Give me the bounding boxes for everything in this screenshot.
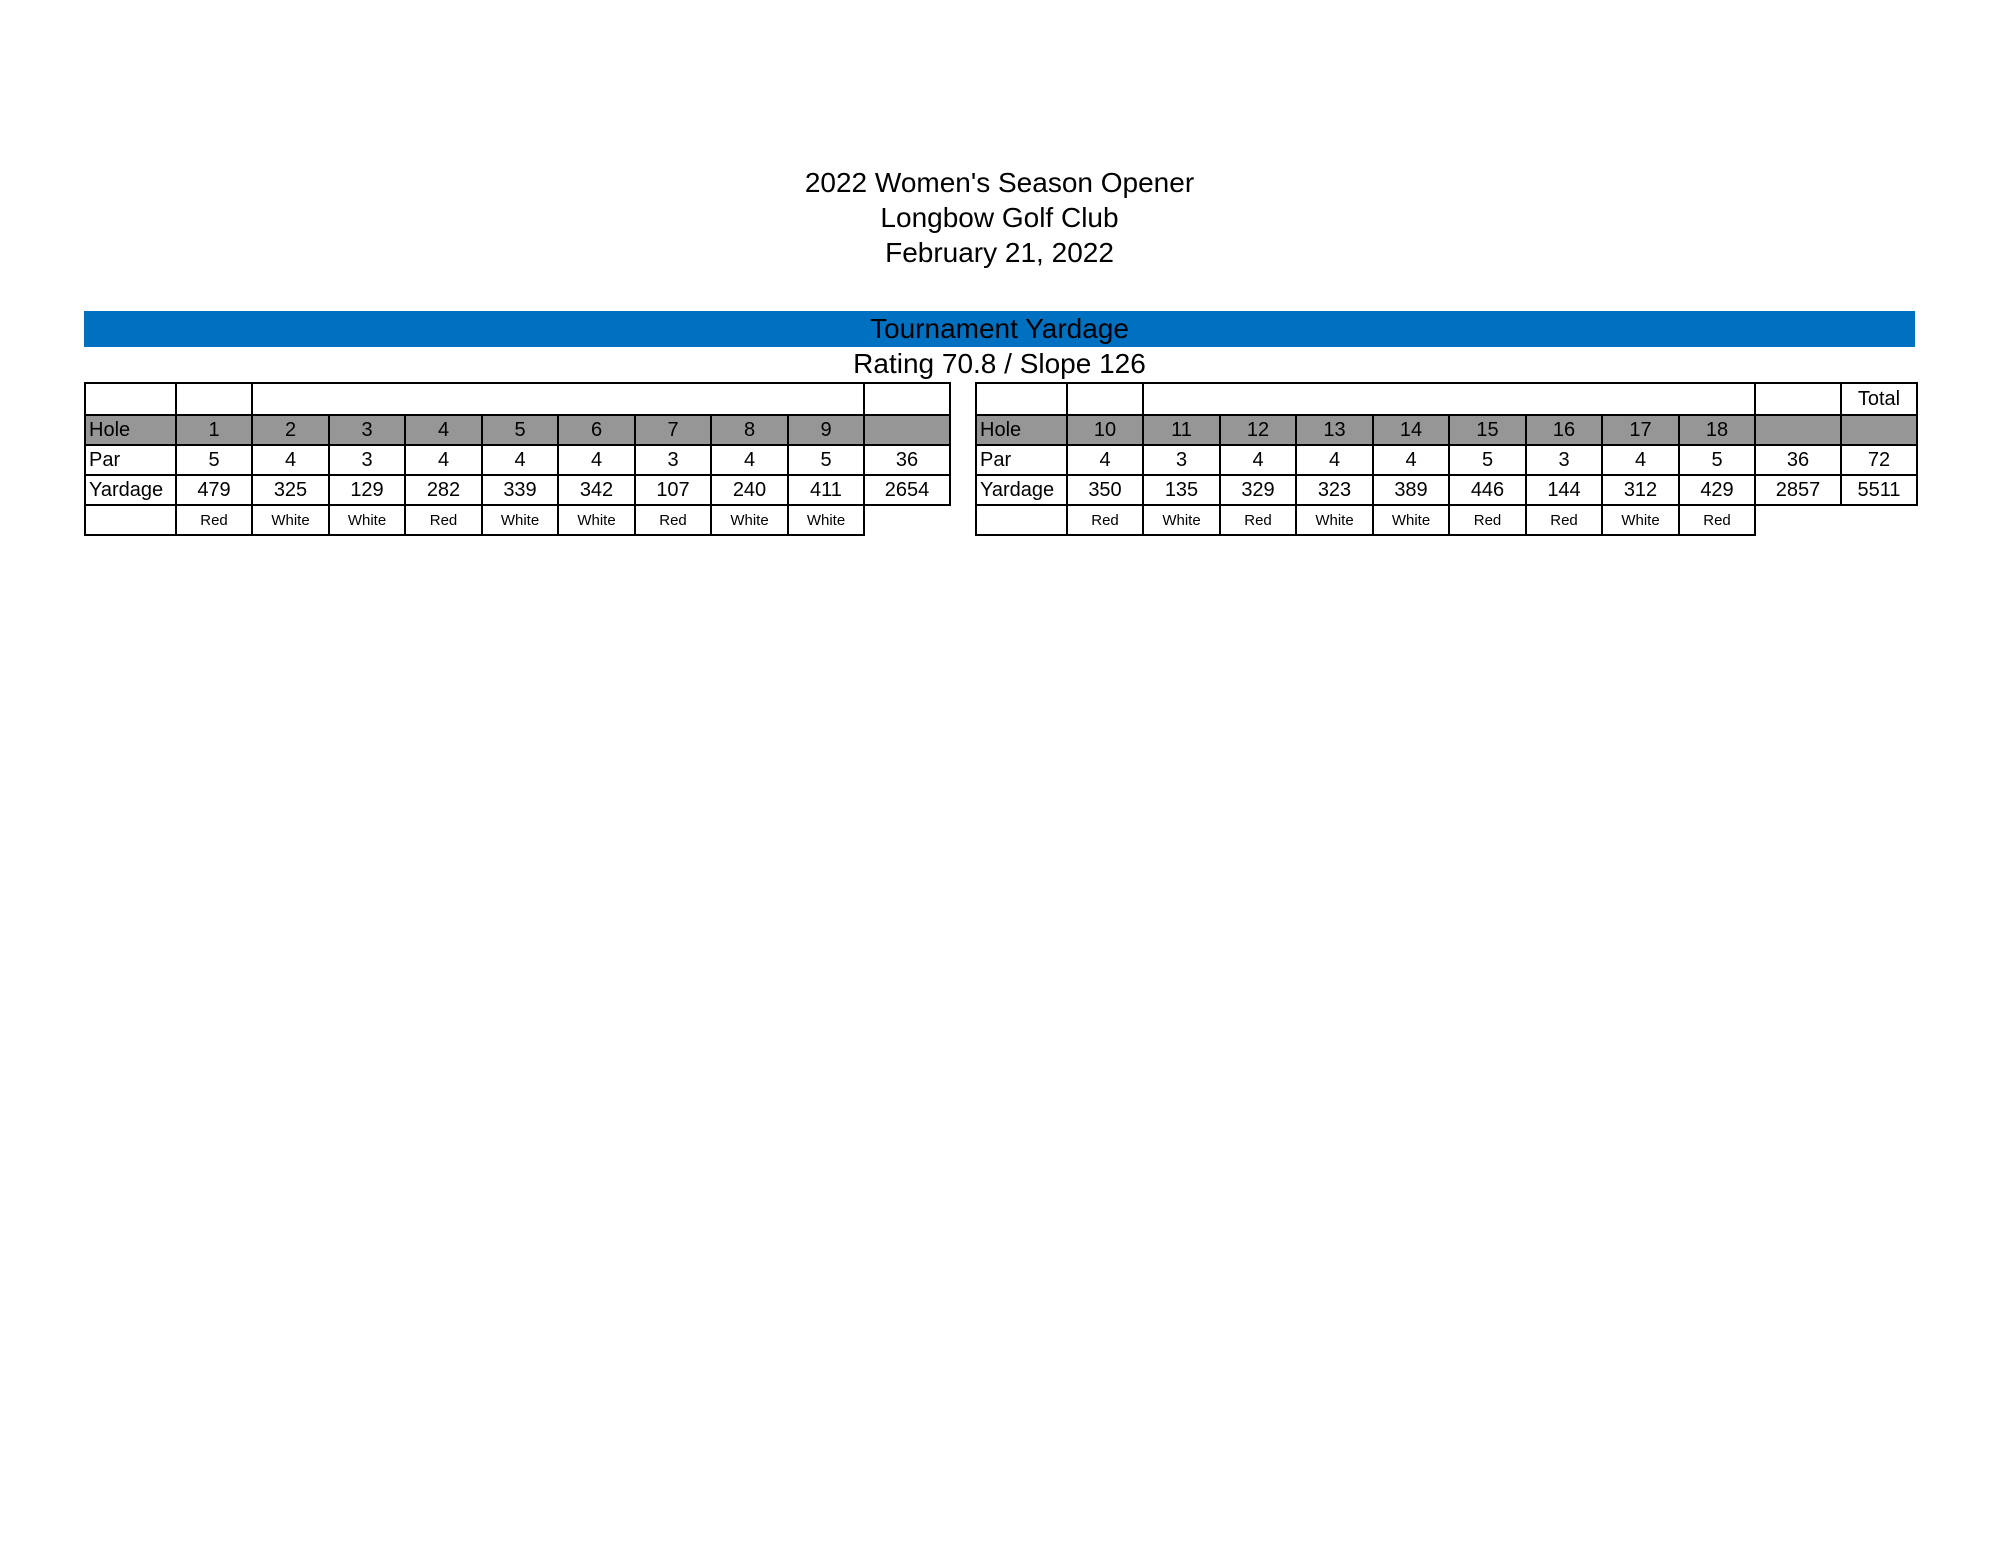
yardage-in-total: 2857 [1755,475,1841,505]
yardage-label: Yardage [976,475,1067,505]
yardage-label: Yardage [85,475,176,505]
tee-color: White [1602,505,1679,535]
par-value: 4 [405,445,482,475]
tee-color: Red [1067,505,1143,535]
yardage-value: 342 [558,475,635,505]
tee-in-empty [1755,505,1841,535]
hole-number: 3 [329,415,405,445]
front-nine-table [84,382,951,536]
par-value: 3 [1143,445,1220,475]
yardage-grand-total: 5511 [1841,475,1917,505]
par-value: 3 [329,445,405,475]
event-date: February 21, 2022 [885,237,1114,268]
hole-number: 13 [1296,415,1373,445]
hole-number: 4 [405,415,482,445]
par-value: 4 [1373,445,1449,475]
tee-color: White [558,505,635,535]
hole-out-blank [864,415,950,445]
tee-color: Red [635,505,711,535]
tee-color: Red [176,505,252,535]
par-grand-total: 72 [1841,445,1917,475]
yardage-value: 479 [176,475,252,505]
par-label: Par [85,445,176,475]
par-value: 5 [1679,445,1755,475]
hole-label: Hole [976,415,1067,445]
table-row [976,475,1917,505]
yardage-value: 429 [1679,475,1755,505]
hole-in-blank [1755,415,1841,445]
hole-number: 14 [1373,415,1449,445]
hole-number: 7 [635,415,711,445]
tee-color: White [1373,505,1449,535]
tee-label-blank [976,505,1067,535]
tee-color: Red [1220,505,1296,535]
yardage-value: 312 [1602,475,1679,505]
front-top-span-cell [252,383,864,415]
par-value: 4 [1296,445,1373,475]
hole-number: 18 [1679,415,1755,445]
tee-color: White [482,505,558,535]
tee-total-empty [1841,505,1917,535]
yardage-value: 107 [635,475,711,505]
yardage-out-total: 2654 [864,475,950,505]
par-label: Par [976,445,1067,475]
table-row [85,415,950,445]
yardage-value: 329 [1220,475,1296,505]
hole-total-blank [1841,415,1917,445]
par-value: 4 [1067,445,1143,475]
hole-number: 11 [1143,415,1220,445]
hole-number: 16 [1526,415,1602,445]
tee-color: White [329,505,405,535]
hole-number: 5 [482,415,558,445]
event-title: 2022 Women's Season Opener [804,167,1195,198]
par-value: 5 [788,445,864,475]
hole-number: 12 [1220,415,1296,445]
back-top-cell [1067,383,1143,415]
yardage-value: 240 [711,475,788,505]
yardage-value: 350 [1067,475,1143,505]
yardage-value: 129 [329,475,405,505]
tournament-yardage-banner: Tournament Yardage [84,311,1915,347]
yardage-value: 446 [1449,475,1526,505]
par-value: 4 [558,445,635,475]
yardage-value: 325 [252,475,329,505]
back-top-span-cell [1143,383,1755,415]
par-value: 3 [1526,445,1602,475]
table-row [85,505,950,535]
front-top-label-cell [85,383,176,415]
course-rating: Rating 70.8 / Slope 126 [853,348,1146,379]
total-header: Total [1841,383,1917,415]
tee-label-blank [85,505,176,535]
hole-number: 8 [711,415,788,445]
yardage-value: 339 [482,475,558,505]
par-value: 4 [1220,445,1296,475]
yardage-value: 323 [1296,475,1373,505]
tee-color: White [1143,505,1220,535]
par-value: 3 [635,445,711,475]
par-value: 4 [482,445,558,475]
hole-number: 9 [788,415,864,445]
table-row [85,475,950,505]
hole-label: Hole [85,415,176,445]
tee-color: Red [1679,505,1755,535]
tee-color: Red [1526,505,1602,535]
par-value: 4 [1602,445,1679,475]
yardage-value: 282 [405,475,482,505]
yardage-value: 389 [1373,475,1449,505]
par-value: 4 [711,445,788,475]
hole-number: 2 [252,415,329,445]
tee-color: White [252,505,329,535]
hole-number: 6 [558,415,635,445]
tee-color: White [788,505,864,535]
yardage-value: 135 [1143,475,1220,505]
hole-number: 15 [1449,415,1526,445]
hole-number: 17 [1602,415,1679,445]
back-nine-table [975,382,1918,536]
front-top-out-cell [864,383,950,415]
table-row [976,415,1917,445]
yardage-value: 411 [788,475,864,505]
tee-out-empty [864,505,950,535]
table-row [976,505,1917,535]
par-out-total: 36 [864,445,950,475]
club-name: Longbow Golf Club [880,202,1119,233]
par-in-total: 36 [1755,445,1841,475]
table-row [976,445,1917,475]
par-value: 4 [252,445,329,475]
tee-color: Red [1449,505,1526,535]
table-row [85,445,950,475]
back-top-in-cell [1755,383,1841,415]
par-value: 5 [176,445,252,475]
tee-color: White [1296,505,1373,535]
back-top-label-cell [976,383,1067,415]
hole-number: 10 [1067,415,1143,445]
par-value: 5 [1449,445,1526,475]
event-header [0,165,1999,270]
yardage-value: 144 [1526,475,1602,505]
tee-color: Red [405,505,482,535]
tee-color: White [711,505,788,535]
hole-number: 1 [176,415,252,445]
front-top-cell [176,383,252,415]
